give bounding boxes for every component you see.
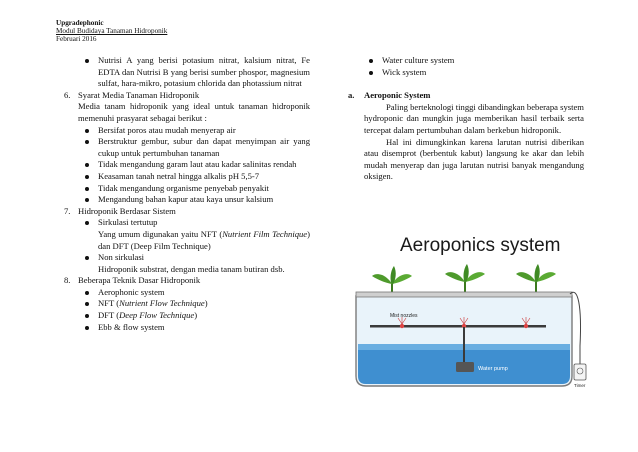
page-header <box>56 19 167 44</box>
list-item: Wick system <box>348 67 584 79</box>
figure-title: Aeroponics system <box>400 235 561 256</box>
timer-icon <box>574 364 586 380</box>
timer-label: Timer <box>574 383 586 388</box>
list-item: Tidak mengandung garam laut atau kadar salinitas rendah <box>64 159 310 171</box>
list-item: Sirkulasi tertutup <box>64 217 310 229</box>
section-title: Syarat Media Tanaman Hidroponik <box>78 89 200 100</box>
list-item: Nutrisi A yang berisi potasium nitrat, kalsium nitrat, Fe EDTA dan Nutrisi B yang berisi sumber phospor, magnesium sulfat, hara-mikro, potasium chlorida dan photassium nitrat <box>64 55 310 90</box>
list-item: Aerophonic system <box>64 287 310 299</box>
left-column <box>64 55 310 333</box>
list-item: Keasaman tanah netral hingga alkalis pH 5,5-7 <box>64 171 310 183</box>
section-title: Beberapa Teknik Dasar Hidroponik <box>78 275 201 286</box>
section-number: 7. <box>64 205 71 216</box>
section-title: Hidroponik Berdasar Sistem <box>78 205 176 216</box>
list-item: NFT (Nutrient Flow Technique) <box>64 298 310 310</box>
header-title: Upgradephonic <box>56 19 104 27</box>
section-6-intro: Media tanam hidroponik yang ideal untuk tanaman hidroponik memenuhi prasyarat sebagai berikut : <box>78 101 310 123</box>
section-number: 6. <box>64 89 71 100</box>
list-item: Mengandung bahan kapur atau kaya unsur kalsium <box>64 194 310 206</box>
mist-nozzles-label: Mist nozzles <box>390 313 418 319</box>
list-item-description: Hidroponik substrat, dengan media tanam butiran dsb. <box>98 263 285 274</box>
subsection-a-heading <box>348 90 584 102</box>
list-item: Ebb & flow system <box>64 322 310 334</box>
paragraph: Hal ini dimungkinkan karena larutan nutrisi diberikan atau disemprot (berbentuk kabut) langsung ke akar dan lebih mudah menyerap dan juga larutan nutrisi banyak mengandung oksigen. <box>364 136 584 182</box>
section-8-heading <box>64 275 310 287</box>
water-pump-label: Water pump <box>478 366 508 372</box>
water-pump-icon <box>456 362 474 372</box>
section-6-heading <box>64 90 310 102</box>
list-item: Bersifat poros atau mudah menyerap air <box>64 125 310 137</box>
list-item: Berstruktur gembur, subur dan dapat menyimpan air yang cukup untuk pertumbuhan tanaman <box>64 136 310 159</box>
header-subtitle: Modul Budidaya Tanaman Hidroponik <box>56 27 168 36</box>
section-7-heading <box>64 206 310 218</box>
subsection-letter: a. <box>348 90 355 101</box>
list-item: Non sirkulasi <box>64 252 310 264</box>
header-date: Februari 2016 <box>56 35 97 44</box>
right-column <box>348 55 584 183</box>
aeroponics-figure <box>342 226 598 396</box>
list-item-description: Yang umum digunakan yaitu NFT (Nutrient Film Technique) dan DFT (Deep Film Technique) <box>98 228 310 251</box>
aeroponics-diagram <box>342 226 598 396</box>
list-item: Tidak mengandung organisme penyebab penyakit <box>64 183 310 195</box>
list-item: Water culture system <box>348 55 584 67</box>
tank-lid <box>356 292 572 297</box>
paragraph: Paling berteknologi tinggi dibandingkan beberapa system hydroponic dan mungkin juga memberikan hasil terbaik serta tercepat dalam pertumbuhan dalam berkebun hidroponik. <box>364 101 584 135</box>
riser-pipe <box>463 327 465 363</box>
subsection-title: Aeroponic System <box>364 90 431 101</box>
section-number: 8. <box>64 275 71 286</box>
list-item: DFT (Deep Flow Technique) <box>64 310 310 322</box>
mist-pipe <box>370 325 546 328</box>
